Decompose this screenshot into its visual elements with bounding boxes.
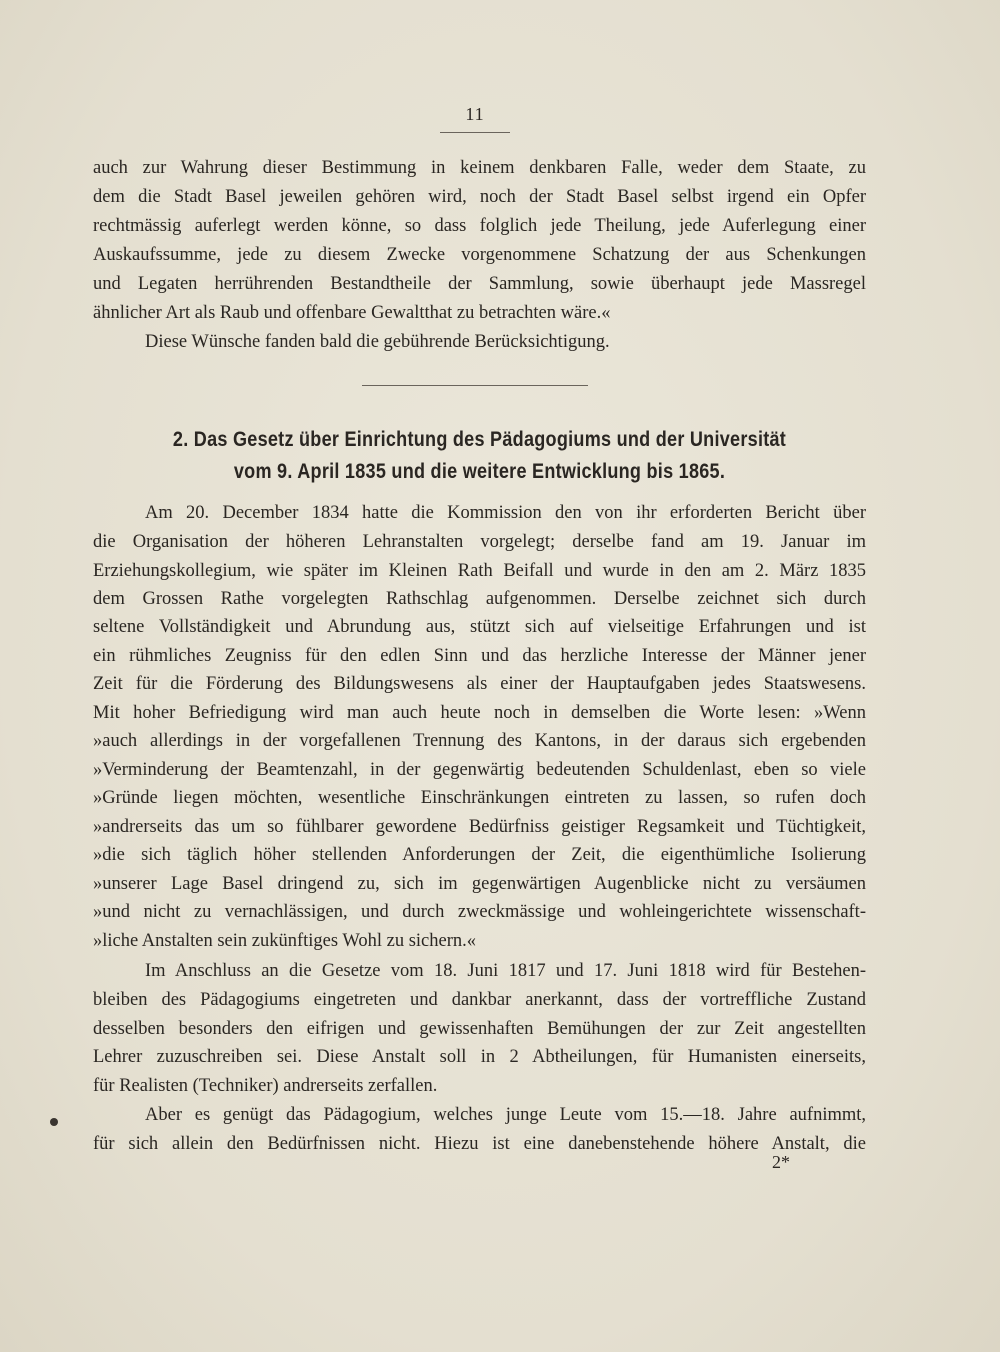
paragraph-line: für sich allein den Bedürfnissen nicht. Hiezu ist eine danebenstehende höhere Anstalt, die xyxy=(93,1134,866,1154)
section-heading-line-2: vom 9. April 1835 und die weitere Entwicklung bis 1865. xyxy=(233,460,726,483)
paragraph-line: Im Anschluss an die Gesetze vom 18. Juni 1817 und 17. Juni 1818 wird für Bestehen- xyxy=(145,961,866,981)
paragraph-line: »und nicht zu vernachlässigen, und durch zweckmässige und wohleingerichtete wissenschaft- xyxy=(93,902,866,922)
paragraph-line: auch zur Wahrung dieser Bestimmung in keinem denkbaren Falle, weder dem Staate, zu xyxy=(93,158,866,178)
paragraph-line: desselben besonders den eifrigen und gewissenhaften Bemühungen der zur Zeit angestellten xyxy=(93,1019,866,1039)
paragraph-line: rechtmässig auferlegt werden könne, so dass folglich jede Theilung, jede Auferlegung einer xyxy=(93,216,866,236)
paragraph-line: »die sich täglich höher stellenden Anforderungen der Zeit, die eigenthümliche Isolierung xyxy=(93,845,866,865)
paragraph-line: und Legaten herrührenden Bestandtheile der Sammlung, sowie überhaupt jede Massregel xyxy=(93,274,866,294)
section-heading-line-1: 2. Das Gesetz über Einrichtung des Pädagogiums und der Universität xyxy=(172,428,787,451)
paragraph-line: Lehrer zuzuschreiben sei. Diese Anstalt soll in 2 Abtheilungen, für Humanisten einerseits, xyxy=(93,1047,866,1067)
paragraph-line: bleiben des Pädagogiums eingetreten und dankbar anerkannt, dass der vortreffliche Zustand xyxy=(93,990,866,1010)
paragraph-line: seltene Vollständigkeit und Abrundung aus, stützt sich auf vielseitige Erfahrungen und ist xyxy=(93,617,866,637)
paragraph-line: »Gründe liegen möchten, wesentliche Einschränkungen eintreten zu lassen, so rufen doch xyxy=(93,788,866,808)
paragraph-line: dem die Stadt Basel jeweilen gehören wird, noch der Stadt Basel selbst irgend ein Opfer xyxy=(93,187,866,207)
section-divider xyxy=(362,385,588,386)
paragraph-line: Diese Wünsche fanden bald die gebührende Berücksichtigung. xyxy=(145,332,610,352)
margin-dot-mark xyxy=(50,1118,58,1126)
paragraph-line: dem Grossen Rathe vorgelegten Rathschlag aufgenommen. Derselbe zeichnet sich durch xyxy=(93,589,866,609)
paragraph-line: »Verminderung der Beamtenzahl, in der gegenwärtig bedeutenden Schuldenlast, eben so viele xyxy=(93,760,866,780)
paragraph-line: Auskaufssumme, jede zu diesem Zwecke vorgenommene Schatzung der aus Schenkungen xyxy=(93,245,866,265)
paragraph-line: ein rühmliches Zeugniss für den edlen Sinn und das herzliche Interesse der Männer jener xyxy=(93,646,866,666)
paragraph-line: Zeit für die Förderung des Bildungswesens als einer der Hauptaufgaben jedes Staatswesens. xyxy=(93,674,866,694)
paragraph-line: Erziehungskollegium, wie später im Kleinen Rath Beifall und wurde in den am 2. März 1835 xyxy=(93,561,866,581)
paragraph-line: »liche Anstalten sein zukünftiges Wohl zu sichern.« xyxy=(93,931,476,951)
page-number: 11 xyxy=(465,104,485,124)
paragraph-line: Am 20. December 1834 hatte die Kommission den von ihr erforderten Bericht über xyxy=(145,503,866,523)
paragraph-line: »auch allerdings in der vorgefallenen Trennung des Kantons, in der daraus sich ergebenden xyxy=(93,731,866,751)
paragraph-line: ähnlicher Art als Raub und offenbare Gewaltthat zu betrachten wäre.« xyxy=(93,303,611,323)
paragraph-line: »andrerseits das um so fühlbarer gewordene Bedürfniss geistiger Regsamkeit und Tüchtigkeit, xyxy=(93,817,866,837)
paragraph-line: »unserer Lage Basel dringend zu, sich im gegenwärtigen Augenblicke nicht zu versäumen xyxy=(93,874,866,894)
paragraph-line: Aber es genügt das Pädagogium, welches junge Leute vom 15.—18. Jahre aufnimmt, xyxy=(145,1105,866,1125)
page-number-rule xyxy=(440,132,510,133)
paragraph-line: Mit hoher Befriedigung wird man auch heute noch in demselben die Worte lesen: »Wenn xyxy=(93,703,866,723)
paragraph-line: die Organisation der höheren Lehranstalten vorgelegt; derselbe fand am 19. Januar im xyxy=(93,532,866,552)
paragraph-line: für Realisten (Techniker) andrerseits zerfallen. xyxy=(93,1076,438,1096)
printer-signature: 2* xyxy=(772,1152,790,1172)
